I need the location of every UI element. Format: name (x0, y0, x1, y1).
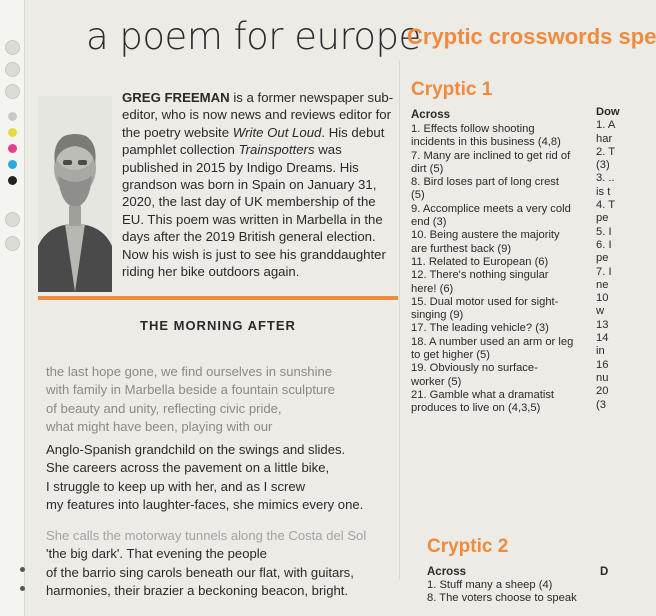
clue-line: dirt (5) (411, 162, 444, 175)
bio-text: is a former newspaper sub-editor, who is now news and reviews editor for the poetry website (122, 90, 394, 140)
poem-line: 'the big dark'. That evening the people (46, 546, 267, 562)
author-photo-icon (38, 96, 112, 292)
punch-hole (5, 62, 20, 77)
clue-line: end (3) (411, 216, 447, 229)
clue-line: 19. Obviously no surface- (411, 362, 538, 375)
poem-line: harmonies, their brazier a beckoning beacon, bright. (46, 582, 349, 598)
author-bio (122, 89, 394, 280)
clue-line: 8. The voters choose to speak (427, 592, 577, 605)
poem-line: what might have been, playing with our (46, 418, 273, 434)
down-clue-fragment: 16 (596, 358, 609, 371)
down-clue-fragment: in (596, 345, 605, 358)
registration-dot (8, 128, 17, 137)
poem-line: my features into laughter-faces, she mimics every one. (46, 496, 364, 512)
clue-line: 9. Accomplice meets a very cold (411, 202, 571, 215)
clue-line: worker (5) (411, 375, 462, 388)
poem-line: of the barrio sing carols beneath our flat, with guitars, (46, 564, 354, 580)
cryptic-1-down-label: Dow (596, 106, 620, 118)
poem-title: THE MORNING AFTER (140, 318, 296, 333)
poem-line: the last hope gone, we find ourselves in sunshine (46, 364, 333, 379)
down-clue-fragment: 14 (596, 332, 609, 345)
cryptic-1-across-label: Across (411, 109, 450, 121)
punch-hole (5, 40, 20, 55)
collection-name: Trainspotters (238, 142, 315, 158)
down-clue-fragment: 4. T (596, 199, 616, 212)
clue-line: to get higher (5) (411, 349, 490, 362)
down-clue-fragment: w (596, 305, 605, 318)
clue-line: 12. There's nothing singular (411, 269, 549, 282)
section-title: a poem for europe (86, 15, 421, 58)
down-clue-fragment: nu (596, 371, 609, 384)
cryptic-2-title: Cryptic 2 (427, 536, 509, 557)
poem-line: She careers across the pavement on a little bike, (46, 460, 330, 476)
website-name: Write Out Loud (232, 124, 322, 140)
author-portrait (38, 96, 112, 292)
poem-line: with family in Marbella beside a fountain sculpture (46, 382, 335, 398)
poem-stanza-1 (46, 363, 406, 436)
poem-stanza-3 (46, 527, 406, 600)
registration-dot (8, 176, 17, 185)
clue-line: singing (9) (411, 309, 464, 322)
clue-line: are furthest back (9) (411, 242, 512, 255)
poem-line: of beauty and unity, reflecting civic pride, (46, 400, 282, 416)
clue-line: 15. Dual motor used for sight- (411, 295, 559, 308)
down-clue-fragment: is t (596, 185, 611, 198)
bullet-mark (20, 567, 25, 572)
clue-line: 10. Being austere the majority (411, 229, 560, 242)
down-clue-fragment: (3 (596, 398, 606, 411)
cryptic-1-clues (411, 123, 591, 416)
bio-text: was published in 2015 by Indigo Dreams. His grandson was born in Spain on January 31, 2020, the last day of UK membership of the EU. This poem was written in Marbella in the days after the 2019 British general election. Now his wish is just to see his granddaughter riding her bike outdoors again. (122, 142, 386, 280)
poem-stanza-2 (46, 441, 406, 514)
clue-line: 17. The leading vehicle? (3) (411, 322, 549, 335)
column-divider (399, 60, 400, 580)
punch-hole (5, 236, 20, 251)
divider-rule (38, 296, 398, 300)
clue-line: incidents in this business (4,8) (411, 136, 561, 149)
clue-line: produces to live on (4,3,5) (411, 402, 541, 415)
punch-hole (5, 84, 20, 99)
author-name: GREG FREEMAN (122, 90, 230, 105)
down-clue-fragment: 13 (596, 318, 609, 331)
clue-line: 8. Bird loses part of long crest (411, 176, 559, 189)
down-clue-fragment: 1. A (596, 119, 616, 132)
clue-line: 18. A number used an arm or leg (411, 335, 574, 348)
down-clue-fragment: pe (596, 252, 609, 265)
clue-line: 1. Effects follow shooting (411, 123, 535, 135)
registration-dot (8, 112, 17, 121)
down-clue-fragment: pe (596, 212, 609, 225)
cryptic-1-title: Cryptic 1 (411, 79, 493, 100)
clue-line: 21. Gamble what a dramatist (411, 388, 555, 401)
clue-line: 1. Stuff many a sheep (4) (427, 579, 553, 591)
down-clue-fragment: 2. T (596, 145, 616, 158)
poem-line: Anglo-Spanish grandchild on the swings and slides. (46, 442, 346, 457)
down-clue-fragment: har (596, 132, 613, 145)
page-edge (0, 0, 25, 616)
down-clue-fragment: 10 (596, 292, 609, 305)
bio-text: . His debut pamphlet collection (122, 124, 385, 158)
punch-hole (5, 212, 20, 227)
clue-line: 7. Many are inclined to get rid of (411, 149, 571, 162)
down-clue-fragment: 5. I (596, 225, 612, 238)
down-clue-fragment: 6. I (596, 238, 612, 251)
poem-line: I struggle to keep up with her, and as I screw (46, 478, 306, 494)
bullet-mark (20, 586, 25, 591)
crosswords-header: Cryptic crosswords spe (407, 24, 656, 49)
cryptic-2-across-label: Across (427, 566, 466, 578)
clue-line: (5) (411, 189, 425, 202)
cryptic-2-clues (427, 579, 577, 606)
registration-dot (8, 144, 17, 153)
clue-line: here! (6) (411, 282, 454, 295)
clue-line: 11. Related to European (6) (411, 255, 549, 268)
cryptic-1-down-column (596, 106, 620, 412)
down-clue-fragment: 3. .. (596, 172, 615, 185)
down-clue-fragment: ne (596, 278, 609, 291)
down-clue-fragment: 20 (596, 385, 609, 398)
poem-line: She calls the motorway tunnels along the Costa del Sol (46, 528, 367, 543)
down-clue-fragment: 7. I (596, 265, 612, 278)
registration-dot (8, 160, 17, 169)
cryptic-2-down-label: D (600, 566, 609, 578)
down-clue-fragment: (3) (596, 159, 610, 172)
